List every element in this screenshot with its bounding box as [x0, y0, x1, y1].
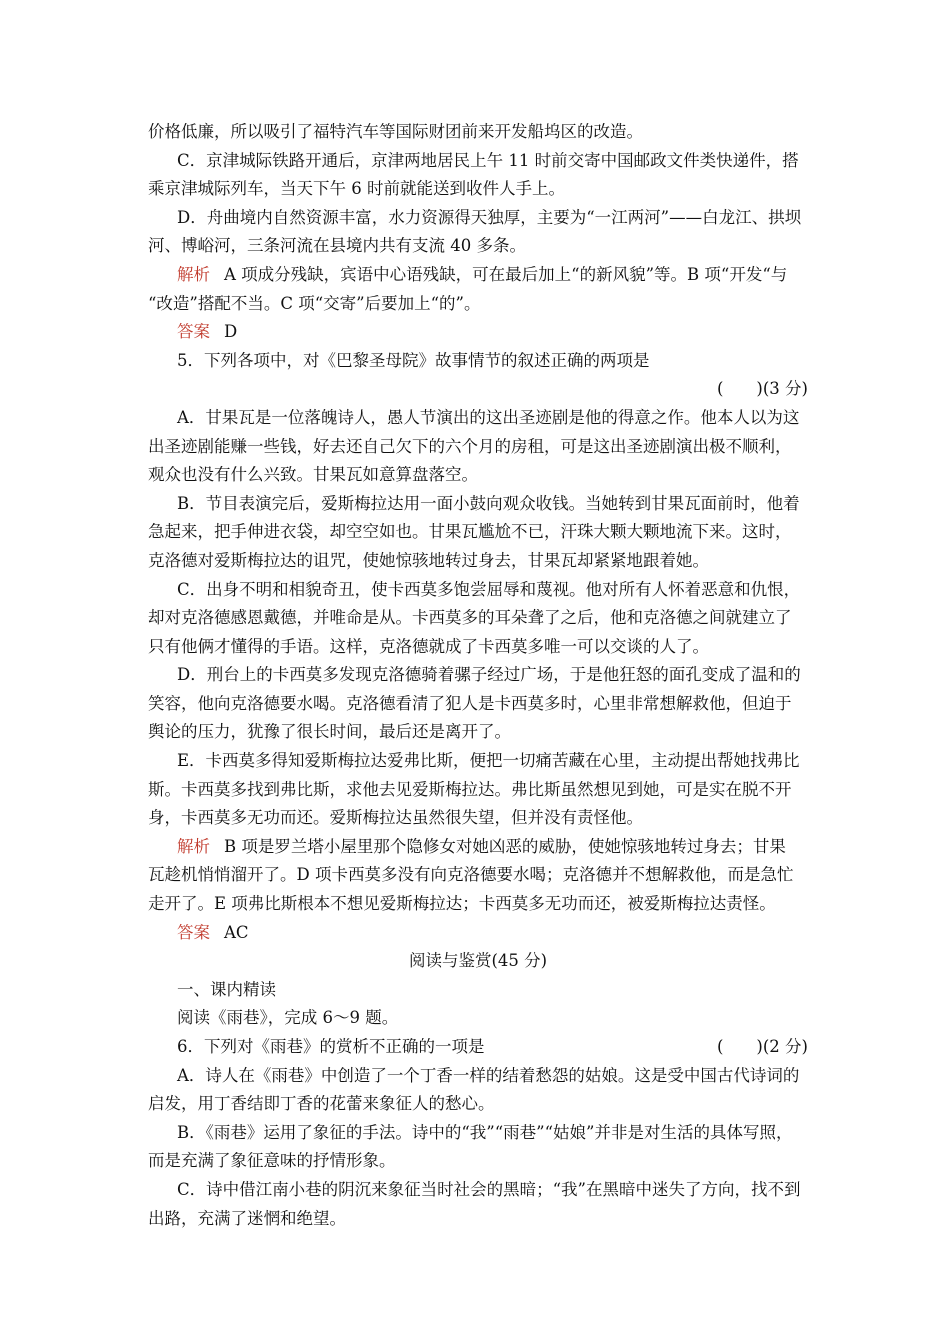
q6-stem-row [148, 1033, 808, 1062]
q5-option-d: D．刑台上的卡西莫多发现克洛德骑着骡子经过广场，于是他狂怒的面孔变成了温和的 笑容，他向克洛德要水喝。克洛德看清了犯人是卡西莫多时，心里非常想解救他，但迫于 舆论的压力，犹豫了很长时间，最后还是离开了。 [148, 665, 801, 742]
answer-label: 答案 [177, 922, 210, 942]
q4-analysis: 解析 A 项成分残缺，宾语中心语残缺，可在最后加上“的新风貌”等。B 项“开发“与 “改造”搭配不当。C 项“交寄”后要加上“的”。 [148, 264, 788, 313]
q6-stem: 6．下列对《雨巷》的赏析不正确的一项是 [177, 1037, 485, 1056]
answer-label: 答案 [177, 322, 210, 342]
analysis-label: 解析 [177, 836, 210, 856]
answer-value: D [224, 322, 238, 342]
q5-answer [148, 919, 808, 948]
section-instruction: 阅读《雨巷》，完成 6～9 题。 [177, 1008, 399, 1028]
q6-score: ( )(2 分) [717, 1037, 808, 1056]
q5-stem: 5．下列各项中，对《巴黎圣母院》故事情节的叙述正确的两项是 [177, 350, 650, 370]
q5-option-a: A．甘果瓦是一位落魄诗人，愚人节演出的这出圣迹剧是他的得意之作。他本人以为这 出圣迹剧能赚一些钱，好去还自己欠下的六个月的房租，可是这出圣迹剧演出极不顺利， 观众也没有什么兴致。甘果瓦如意算盘落空。 [148, 407, 800, 485]
q6-option-c: C．诗中借江南小巷的阴沉来象征当时社会的黑暗；“我”在黑暗中迷失了方向，找不到 出路，充满了迷惘和绝望。 [148, 1179, 801, 1228]
q4-answer [148, 318, 808, 347]
q5-option-b: B．节目表演完后，爱斯梅拉达用一面小鼓向观众收钱。当她转到甘果瓦面前时，他着 急起来，把手伸进衣袋，却空空如也。甘果瓦尴尬不已，汗珠大颗大颗地流下来。这时， 克洛德对爱斯梅拉达的诅咒，使她惊骇地转过身去，甘果瓦却紧紧地跟着她。 [148, 493, 800, 570]
q4-option-d: D．舟曲境内自然资源丰富，水力资源得天独厚，主要为“一江两河”——白龙江、拱坝 河、博峪河，三条河流在县境内共有支流 40 多条。 [148, 207, 802, 256]
answer-value: AC [224, 922, 249, 942]
q4-option-b-tail: 价格低廉，所以吸引了福特汽车等国际财团前来开发船坞区的改造。 [148, 122, 643, 141]
q4-option-c: C．京津城际铁路开通后，京津两地居民上午 11 时前交寄中国邮政文件类快递件，搭 乘京津城际列车，当天下午 6 时前就能送到收件人手上。 [148, 150, 799, 199]
q5-option-e: E．卡西莫多得知爱斯梅拉达爱弗比斯，便把一切痛苦藏在心里，主动提出帮她找弗比 斯。卡西莫多找到弗比斯，求他去见爱斯梅拉达。弗比斯虽然想见到她，可是实在脱不开 身，卡西莫多无功而还。爱斯梅拉达虽然很失望，但并没有责怪他。 [148, 751, 800, 828]
q6-option-b: B．《雨巷》运用了象征的手法。诗中的“我”“雨巷”“姑娘”并非是对生活的具体写照， 而是充满了象征意味的抒情形象。 [148, 1122, 793, 1171]
q6-option-a: A．诗人在《雨巷》中创造了一个丁香一样的结着愁怨的姑娘。这是受中国古代诗词的 启发，用丁香结即丁香的花蕾来象征人的愁心。 [148, 1065, 800, 1114]
q5-analysis: 解析 B 项是罗兰塔小屋里那个隐修女对她凶恶的威胁，使她惊骇地转过身去；甘果 瓦趁机悄悄溜开了。D 项卡西莫多没有向克洛德要水喝；克洛德并不想解救他，而是急忙 走开了。E 项弗比斯根本不想见爱斯梅拉达；卡西莫多无功而还，被爱斯梅拉达责怪。 [148, 836, 794, 914]
section-title: 阅读与鉴赏(45 分) [408, 951, 548, 971]
q5-option-c: C．出身不明和相貌奇丑，使卡西莫多饱尝屈辱和蔑视。他对所有人怀着恶意和仇恨， 却对克洛德感恩戴德，并唯命是从。卡西莫多的耳朵聋了之后，他和克洛德之间就建立了 只有他俩才懂得的手语。这样，克洛德就成了卡西莫多唯一可以交谈的人了。 [148, 579, 801, 656]
section-subtitle: 一、课内精读 [177, 979, 276, 999]
analysis-label: 解析 [177, 264, 210, 284]
q5-score: ( )(3 分) [717, 379, 808, 399]
document-page [148, 118, 808, 1233]
